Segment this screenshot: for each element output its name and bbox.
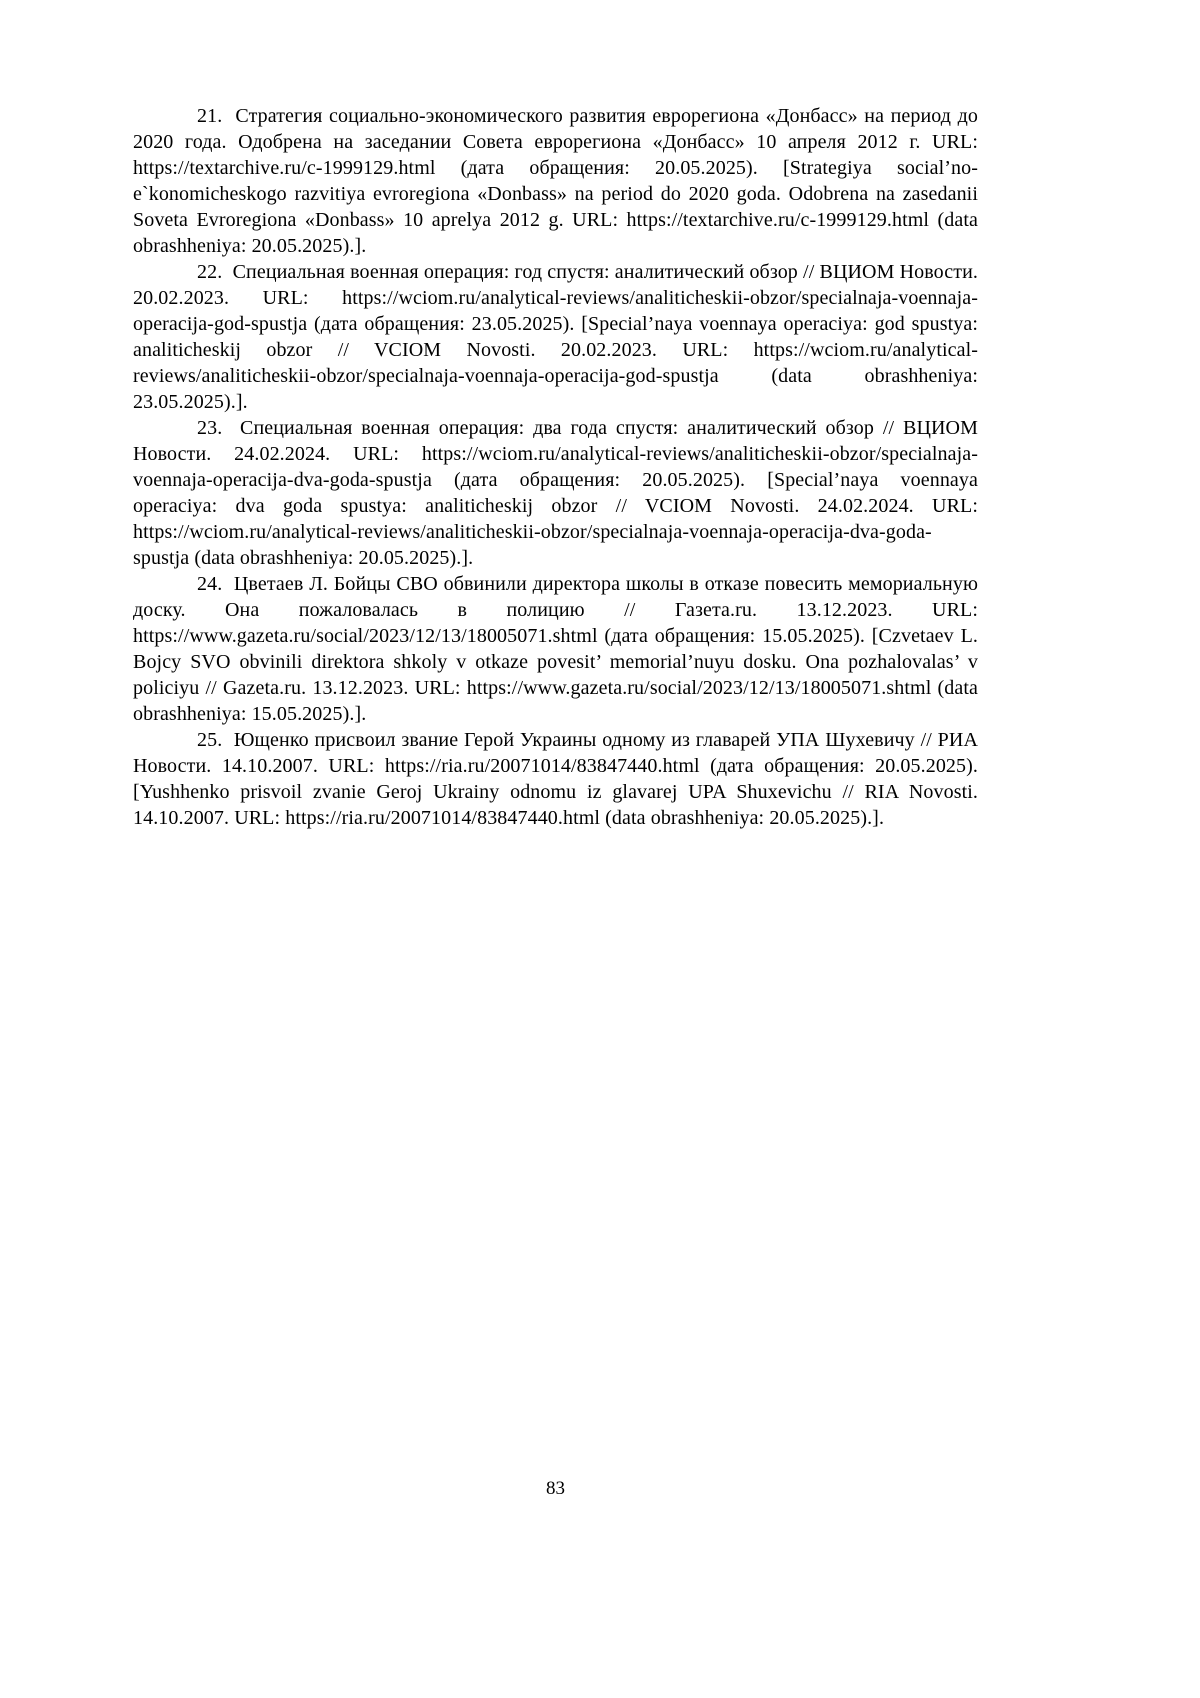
- reference-list: [133, 103, 978, 831]
- reference-entry-21: 21. Стратегия социально-экономического развития еврорегиона «Донбасс» на период до 2020 года. Одобрена на заседании Совета еврорегиона «Донбасс» 10 апреля 2012 г. URL: https://textarchive.ru/c-1999129.html (дата обращения: 20.05.2025). [Strategiya social’no-e`konomicheskogo razvitiya evroregiona «Donbass» na period do 2020 goda. Odobrena na zasedanii Soveta Evroregiona «Donbass» 10 aprelya 2012 g. URL: https://textarchive.ru/c-1999129.html (data obrashheniya: 20.05.2025).].: [133, 105, 978, 257]
- reference-entry-25: 25. Ющенко присвоил звание Герой Украины одному из главарей УПА Шухевичу // РИА Новости. 14.10.2007. URL: https://ria.ru/20071014/83847440.html (дата обращения: 20.05.2025). [Yushhenko prisvoil zvanie Geroj Ukrainy odnomu iz glavarej UPA Shuxevichu // RIA Novosti. 14.10.2007. URL: https://ria.ru/20071014/83847440.html (data obrashheniya: 20.05.2025).].: [133, 729, 978, 829]
- reference-entry-22: 22. Специальная военная операция: год спустя: аналитический обзор // ВЦИОМ Новости. 20.02.2023. URL: https://wciom.ru/analytical-reviews/analiticheskii-obzor/specialnaja-voennaja-operacija-god-spustja (дата обращения: 23.05.2025). [Special’naya voennaya operaciya: god spustya: analiticheskij obzor // VCIOM Novosti. 20.02.2023. URL: https://wciom.ru/analytical-reviews/analiticheskii-obzor/specialnaja-voennaja-operacija-god-spustja (data obrashheniya: 23.05.2025).].: [133, 261, 978, 413]
- page-number: 83: [546, 1478, 565, 1499]
- reference-entry-23: 23. Специальная военная операция: два года спустя: аналитический обзор // ВЦИОМ Новости. 24.02.2024. URL: https://wciom.ru/analytical-reviews/analiticheskii-obzor/specialnaja-voennaja-operacija-dva-goda-spustja (дата обращения: 20.05.2025). [Special’naya voennaya operaciya: dva goda spustya: analiticheskij obzor // VCIOM Novosti. 24.02.2024. URL: https://wciom.ru/analytical-reviews/analiticheskii-obzor/specialnaja-voennaja-operacija-dva-goda-spustja (data obrashheniya: 20.05.2025).].: [133, 417, 978, 569]
- reference-entry-24: 24. Цветаев Л. Бойцы СВО обвинили директора школы в отказе повесить мемориальную доску. Она пожаловалась в полицию // Газета.ru. 13.12.2023. URL: https://www.gazeta.ru/social/2023/12/13/18005071.shtml (дата обращения: 15.05.2025). [Czvetaev L. Bojcy SVO obvinili direktora shkoly v otkaze povesit’ memorial’nuyu dosku. Ona pozhalovalas’ v policiyu // Gazeta.ru. 13.12.2023. URL: https://www.gazeta.ru/social/2023/12/13/18005071.shtml (data obrashheniya: 15.05.2025).].: [133, 573, 978, 725]
